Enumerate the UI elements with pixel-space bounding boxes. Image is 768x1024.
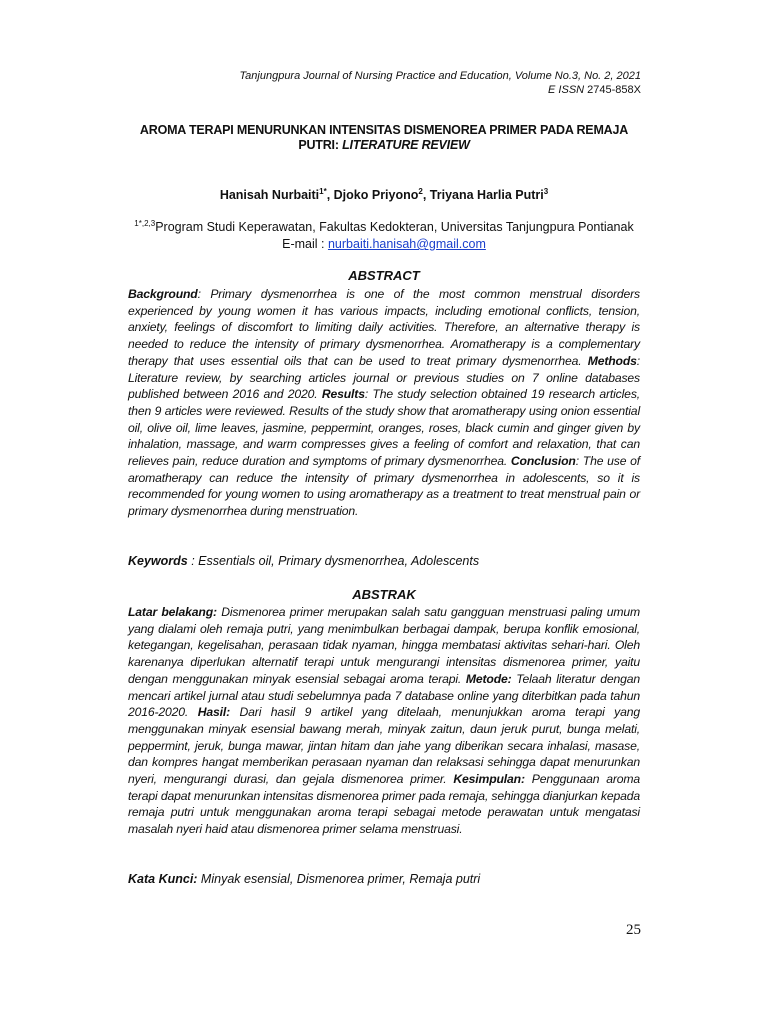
issn-line (239, 83, 641, 97)
page-number: 25 (626, 922, 641, 938)
latar-text: Dismenorea primer merupakan salah satu gangguan menstruasi paling umum yang dialami oleh remaja putri, yang menimbulkan berbagai dampak, berupa konflik emosional, ketegangan, kegelisahan, perasaan tidak nyaman, hingga membatasi aktivitas sehari-hari. Oleh karenanya diperlukan alternatif terapi untuk mengurangi intensitas dismenorea primer, yaitu dengan menggunakan minyak esensial sebagai aroma terapi. (128, 605, 640, 686)
author-name: Hanisah Nurbaiti (219, 188, 320, 202)
affiliation-mark: 1*,2,3 (134, 218, 156, 228)
kata-kunci-line (128, 872, 640, 886)
kata-kunci-text: Minyak esensial, Dismenorea primer, Remaja putri (197, 872, 481, 886)
author-list: Hanisah Nurbaiti$^{1*}$, Djoko Priyono$^2$, Triyana Harlia Putri$^3$ (219, 186, 549, 202)
issn-label: E ISSN (548, 84, 585, 96)
background-text: : Primary dysmenorrhea is one of the most common menstrual disorders experienced by young women it has various impacts, including emotional conflicts, tension, anxiety, feelings of discomfort to limiting daily activities. Therefore, an alternative therapy is needed to reduce the intensity of primary dysmenorrhea. Aromatherapy is a complementary therapy that uses essential oils that can be used to treat primary dysmenorrhea. (128, 287, 640, 368)
issn-number: 2745-858X (587, 84, 641, 96)
kesimpulan-label: Kesimpulan: (453, 772, 525, 787)
metode-text: Telaah literatur dengan mencari artikel jurnal atau studi sebelumnya pada 7 database online yang diterbitkan pada tahun 2016-2020. (128, 671, 641, 720)
hasil-text: Dari hasil 9 artikel yang ditelaah, menunjukkan aroma terapi yang menggunakan minyak esensial bawang merah, minyak zaitun, daun jeruk purut, bunga melati, peppermint, jeruk, bunga mawar, jintan hitam dan jahe yang diberikan secara inhalasi, masase, dan kompres hangat memberikan perasaan nyaman dan relaksasi sehingga dapat menurunkan nyeri, mengurangi durasi, dan gejala dismenorea primer. (128, 705, 641, 787)
author-name: Djoko Priyono (333, 188, 419, 202)
journal-header (239, 69, 641, 97)
email-label: E-mail : (282, 237, 325, 251)
author-affil-mark: 3 (543, 186, 549, 196)
author-name: Triyana Harlia Putri (429, 188, 544, 202)
affiliation-line (128, 219, 640, 236)
affiliation-block (128, 219, 640, 253)
paper-title (120, 123, 648, 153)
background-label: Background (128, 287, 198, 301)
kata-kunci-label: Kata Kunci: (128, 872, 198, 886)
hasil-label: Hasil: (197, 705, 230, 720)
email-link[interactable]: nurbaiti.hanisah@gmail.com (327, 237, 486, 251)
affiliation-text: Program Studi Keperawatan, Fakultas Kedokteran, Universitas Tanjungpura Pontianak (155, 220, 634, 234)
kesimpulan-text: Penggunaan aroma terapi dapat menurunkan intensitas dismenorea primer pada remaja, sehingga dianjurkan kepada remaja putri untuk menggunakan aroma terapi sebagai metode perawatan untuk mengatasi masalah nyeri haid atau dismenorea primer selama menstruasi. (128, 772, 641, 837)
methods-text: : Literature review, by searching articles journal or previous studies on 7 online databases published between 2016 and 2020. (128, 353, 640, 402)
abstrak-body (128, 604, 640, 838)
latar-label: Latar belakang: (128, 605, 217, 619)
results-text: : The study selection obtained 19 research articles, then 9 articles were reviewed. Results of the study show that aromatherapy using onion essential oil, olive oil, lime leaves, jasmine, peppermint, oranges, roses, black cumin and ginger given by inhalation, massage, and warm compresses gives a feeling of comfort and relaxation, that can relieves pain, reduce duration and symptoms of primary dysmenorrhea. (128, 387, 640, 469)
abstract-body (128, 286, 640, 520)
keywords-line (128, 554, 640, 568)
results-label: Results (321, 387, 365, 402)
journal-citation: Tanjungpura Journal of Nursing Practice and Education, Volume No.3, No. 2, 2021 (239, 70, 641, 82)
keywords-label: Keywords (128, 554, 188, 568)
author-affil-mark: 1* (319, 186, 327, 196)
conclusion-label: Conclusion (510, 454, 576, 469)
conclusion-text: : The use of aromatherapy can reduce the intensity of primary dysmenorrhea in adolescents, so it is recommended for young women to using aromatherapy as a treatment to treat menstrual pain or primary dysmenorrhea during menstruation. (128, 454, 640, 519)
title-main: AROMA TERAPI MENURUNKAN INTENSITAS DISMENOREA PRIMER PADA REMAJA PUTRI: (139, 123, 629, 152)
keywords-text: : Essentials oil, Primary dysmenorrhea, Adolescents (187, 554, 480, 568)
methods-label: Methods (587, 353, 637, 368)
title-sub: LITERATURE REVIEW (342, 138, 470, 152)
email-line (128, 236, 640, 253)
metode-label: Metode: (465, 671, 512, 686)
abstract-heading: ABSTRACT (348, 268, 420, 283)
abstrak-heading: ABSTRAK (352, 587, 416, 602)
author-affil-mark: 2 (418, 186, 423, 196)
